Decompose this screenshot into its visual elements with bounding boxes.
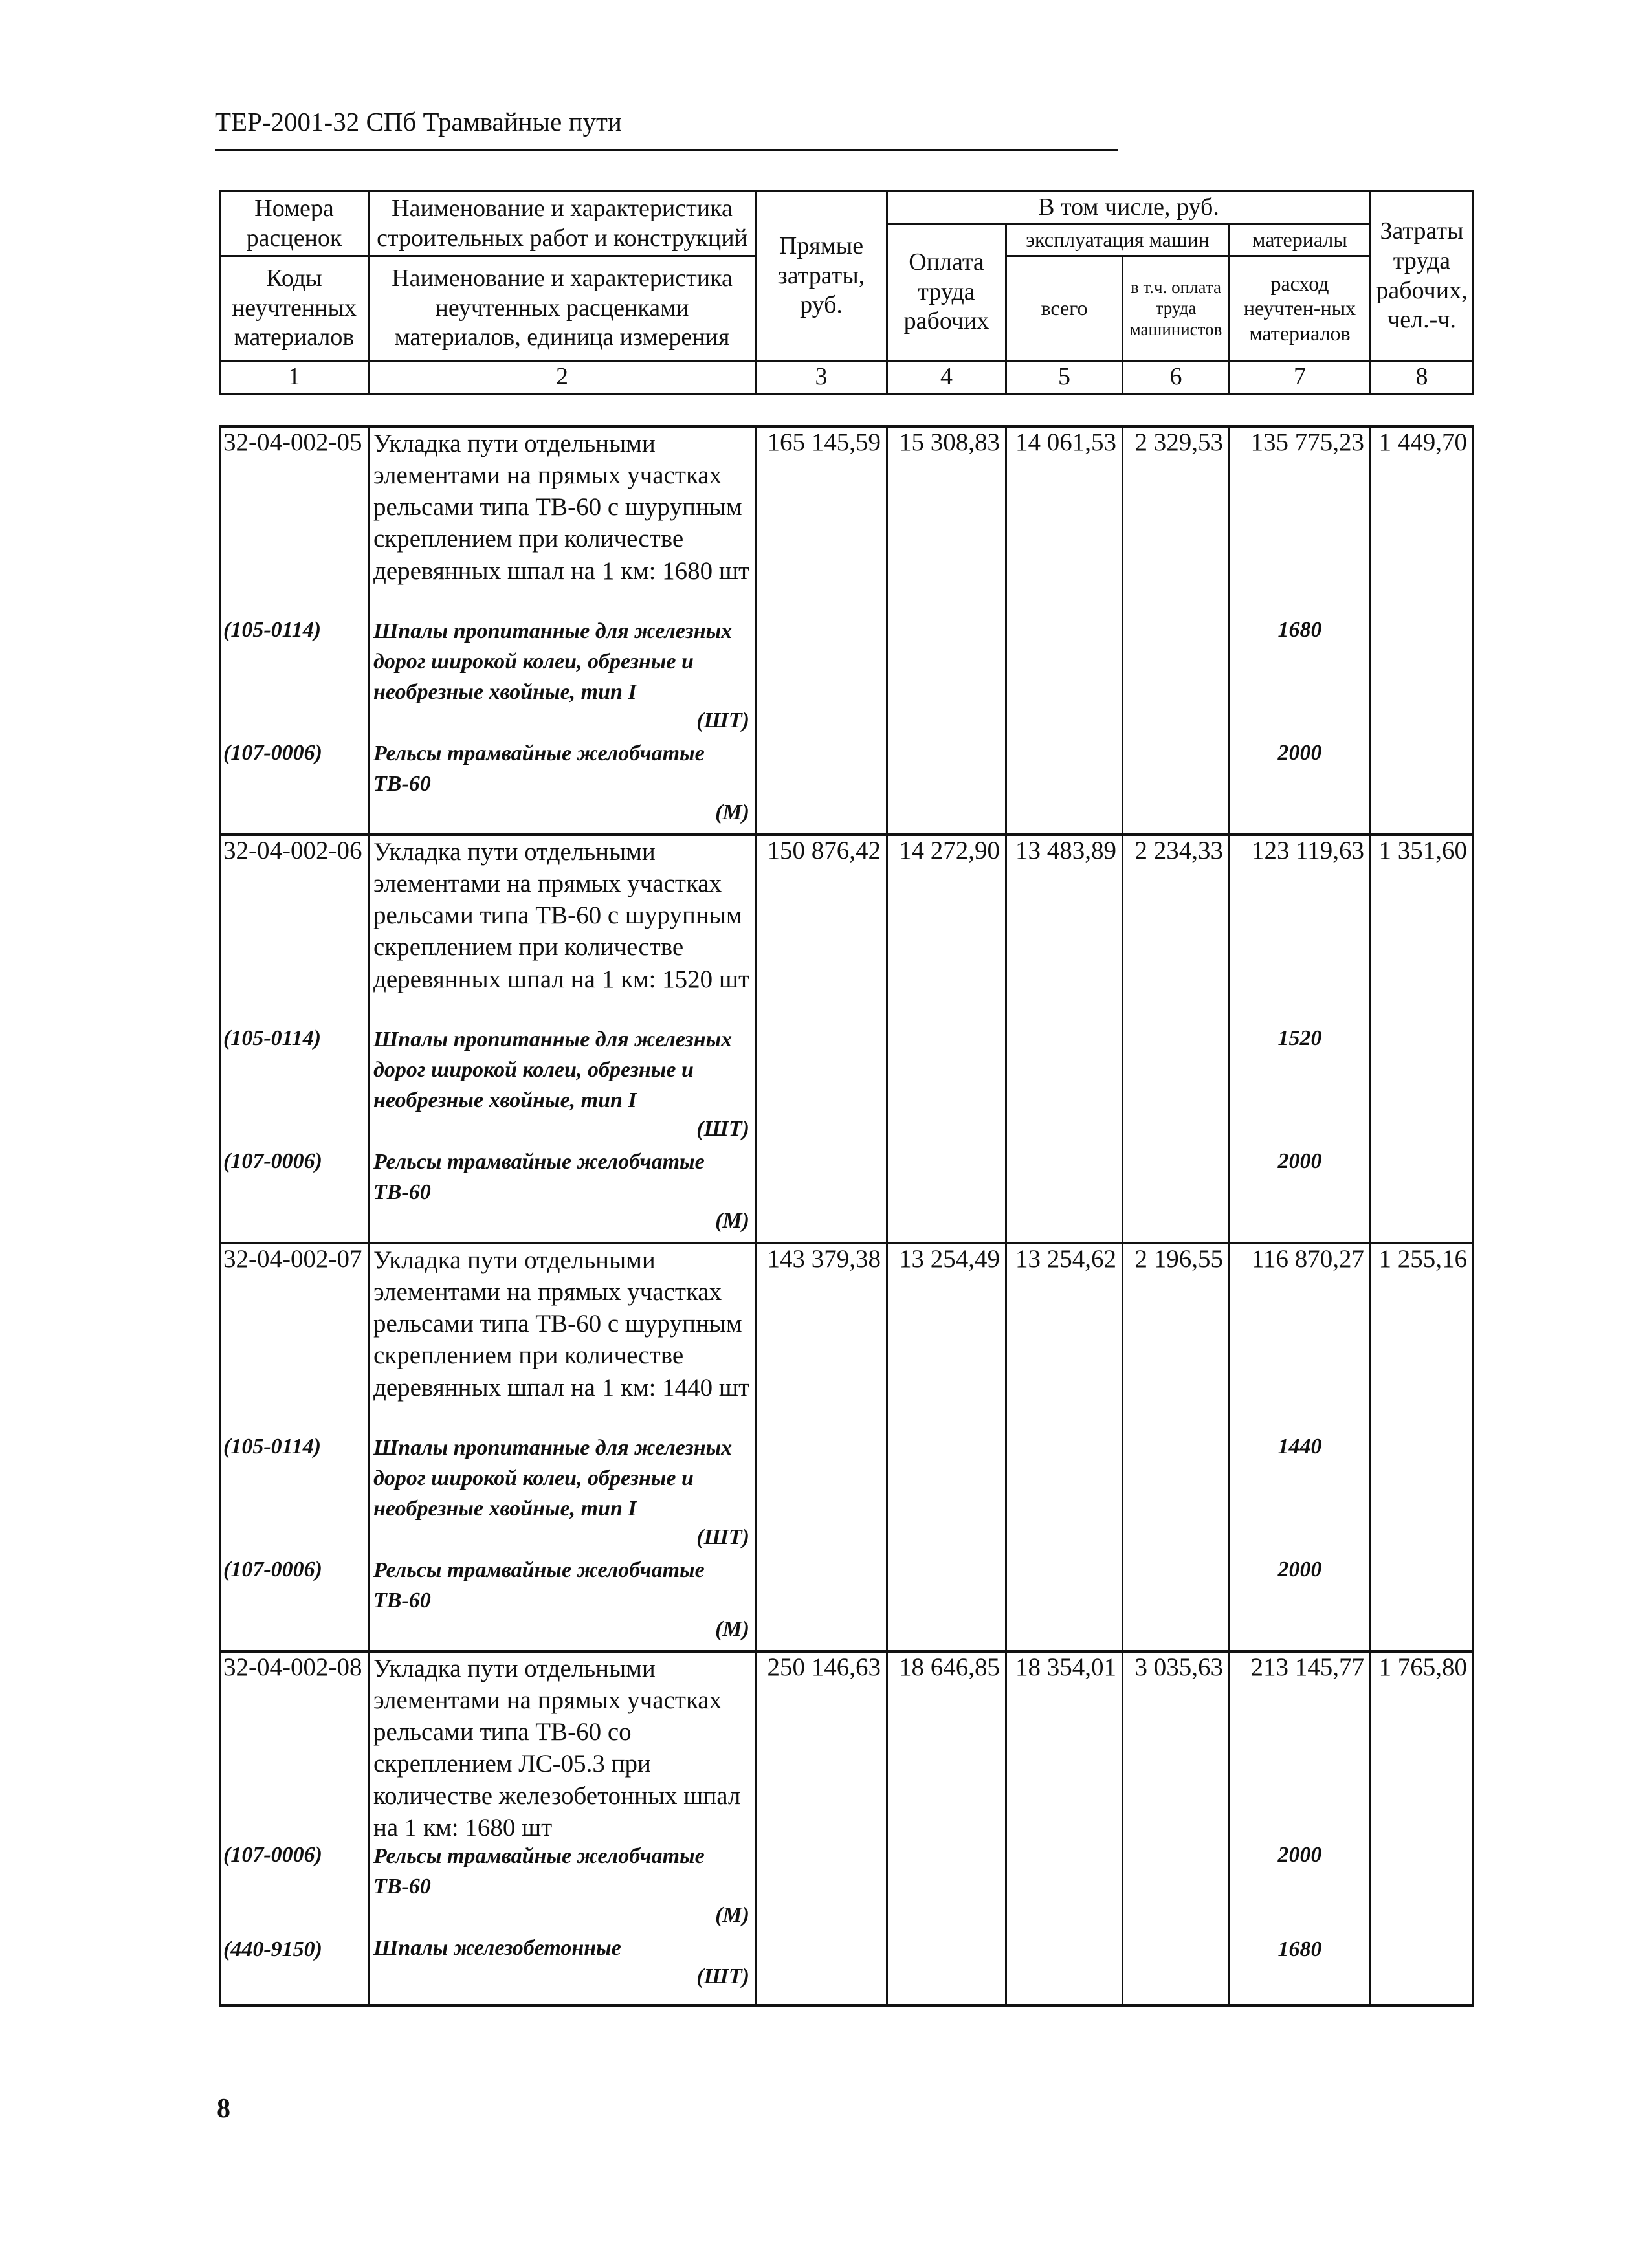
material-unit: (ШТ) [696,1525,749,1549]
code-cell [220,426,369,835]
description-cell [369,1243,756,1651]
material-name: Шпалы пропитанные для железных дорог широкой колеи, обрезные и необрезные хвойные, тип I [373,619,733,704]
rate-code: 32-04-002-07 [223,1245,362,1273]
machinist-pay: 3 035,63 [1123,1651,1230,2005]
machinist-pay: 2 234,33 [1123,835,1230,1243]
code-cell [220,1651,369,2005]
material-code: (440-9150) [223,1937,322,1961]
header-col5: всего [1006,256,1123,361]
material-name: Рельсы трамвайные желобчатые ТВ-60 [373,741,705,796]
material-qty: 2000 [1277,1149,1322,1173]
labor-pay: 18 646,85 [887,1651,1006,2005]
code-cell [220,835,369,1243]
work-description: Укладка пути отдельными элементами на прямых участках рельсами типа ТВ-60 с шурупным скреплением при количестве деревянных шпал на 1 км: 1520 шт [373,838,749,993]
direct-cost: 165 145,59 [756,426,887,835]
materials-cost: 123 119,63 [1251,837,1364,864]
materials-cost: 213 145,77 [1250,1653,1364,1681]
description-cell [369,835,756,1243]
rates-table [219,425,1474,2007]
table-row [220,835,1474,1243]
rate-code: 32-04-002-05 [223,428,362,456]
header-col2-bottom: Наименование и характеристика неучтенных расценками материалов, единица измерения [369,256,756,361]
material-unit: (ШТ) [696,1964,749,1988]
material-name: Рельсы трамвайные желобчатые ТВ-60 [373,1844,705,1899]
machines-total: 18 354,01 [1006,1651,1123,2005]
work-description: Укладка пути отдельными элементами на прямых участках рельсами типа ТВ-60 с шурупным скреплением при количестве деревянных шпал на 1 км: 1440 шт [373,1246,749,1402]
table-row [220,1243,1474,1651]
materials-cell [1230,1651,1371,2005]
labor-hours: 1 351,60 [1371,835,1474,1243]
material-unit: (М) [715,800,749,824]
material-code: (107-0006) [223,1843,322,1867]
header-col8: Затраты труда рабочих, чел.-ч. [1371,192,1474,361]
header-col7: расход неучтен-ных материалов [1230,256,1371,361]
header-col4: Оплата труда рабочих [887,224,1006,361]
labor-hours: 1 255,16 [1371,1243,1474,1651]
material-name: Рельсы трамвайные желобчатые ТВ-60 [373,1149,705,1204]
material-code: (105-0114) [223,1435,322,1459]
labor-hours: 1 449,70 [1371,426,1474,835]
machines-total: 13 483,89 [1006,835,1123,1243]
material-qty: 1520 [1277,1026,1322,1050]
table-row [220,1651,1474,2005]
header-col6: в т.ч. оплата труда машинистов [1123,256,1230,361]
direct-cost: 150 876,42 [756,835,887,1243]
table-header [219,190,1474,395]
material-qty: 1440 [1277,1435,1322,1459]
materials-cell [1230,835,1371,1243]
work-description: Укладка пути отдельными элементами на прямых участках рельсами типа ТВ-60 с шурупным скреплением при количестве деревянных шпал на 1 км: 1680 шт [373,430,749,585]
materials-cost: 116 870,27 [1251,1245,1364,1273]
material-qty: 1680 [1277,1937,1322,1961]
machines-total: 13 254,62 [1006,1243,1123,1651]
material-name: Шпалы пропитанные для железных дорог широкой колеи, обрезные и необрезные хвойные, тип I [373,1028,733,1112]
material-qty: 2000 [1277,1843,1322,1867]
column-number: 7 [1230,361,1371,394]
column-number: 1 [220,361,369,394]
header-col1-top: Номера расценок [220,192,369,256]
material-code: (107-0006) [223,1149,322,1173]
machinist-pay: 2 196,55 [1123,1243,1230,1651]
running-header: ТЕР-2001-32 СПб Трамвайные пути [215,107,622,137]
rate-code: 32-04-002-08 [223,1653,362,1681]
table-row [220,426,1474,835]
material-code: (105-0114) [223,618,322,642]
page-number: 8 [217,2094,230,2124]
material-unit: (М) [715,1902,749,1927]
material-qty: 2000 [1277,741,1322,765]
header-col3: Прямые затраты, руб. [756,192,887,361]
header-machines: эксплуатация машин [1006,224,1230,256]
header-col1-bottom: Коды неучтенных материалов [220,256,369,361]
material-name: Шпалы пропитанные для железных дорог широкой колеи, обрезные и необрезные хвойные, тип I [373,1436,733,1521]
material-unit: (ШТ) [696,708,749,732]
materials-cost: 135 775,23 [1250,428,1364,456]
header-group: В том числе, руб. [887,192,1371,224]
material-code: (105-0114) [223,1026,322,1050]
column-number: 4 [887,361,1006,394]
column-number: 5 [1006,361,1123,394]
machinist-pay: 2 329,53 [1123,426,1230,835]
column-number: 6 [1123,361,1230,394]
material-code: (107-0006) [223,1558,322,1581]
material-unit: (М) [715,1616,749,1641]
material-name: Шпалы железобетонные [373,1935,621,1960]
header-rule [215,149,1118,151]
description-cell [369,426,756,835]
labor-hours: 1 765,80 [1371,1651,1474,2005]
material-code: (107-0006) [223,741,322,765]
code-cell [220,1243,369,1651]
labor-pay: 14 272,90 [887,835,1006,1243]
materials-cell [1230,426,1371,835]
material-name: Рельсы трамвайные желобчатые ТВ-60 [373,1558,705,1613]
material-qty: 2000 [1277,1558,1322,1581]
material-unit: (М) [715,1208,749,1233]
rate-code: 32-04-002-06 [223,837,362,864]
header-materials: материалы [1230,224,1371,256]
column-number: 3 [756,361,887,394]
description-cell [369,1651,756,2005]
labor-pay: 13 254,49 [887,1243,1006,1651]
labor-pay: 15 308,83 [887,426,1006,835]
header-col2-top: Наименование и характеристика строительных работ и конструкций [369,192,756,256]
materials-cell [1230,1243,1371,1651]
work-description: Укладка пути отдельными элементами на прямых участках рельсами типа ТВ-60 со скреплением ЛС-05.3 при количестве железобетонных шпал на 1 км: 1680 шт [373,1655,741,1842]
material-qty: 1680 [1277,618,1322,642]
machines-total: 14 061,53 [1006,426,1123,835]
direct-cost: 250 146,63 [756,1651,887,2005]
material-unit: (ШТ) [696,1116,749,1141]
column-number: 2 [369,361,756,394]
direct-cost: 143 379,38 [756,1243,887,1651]
column-number: 8 [1371,361,1474,394]
